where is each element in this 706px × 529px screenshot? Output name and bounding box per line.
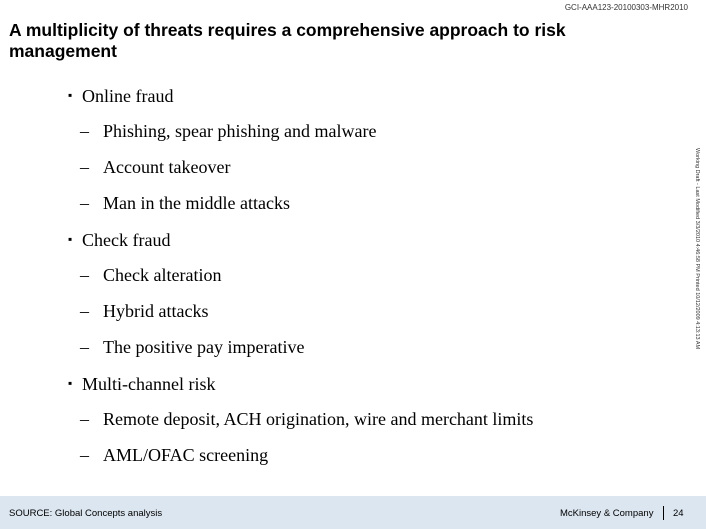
bullet-label: Check fraud bbox=[82, 230, 171, 250]
sub-bullet bbox=[80, 157, 230, 177]
sub-bullet-label: The positive pay imperative bbox=[103, 337, 305, 357]
bullet-marker: ▪ bbox=[68, 376, 73, 390]
sub-bullet bbox=[80, 409, 533, 429]
sub-bullet bbox=[80, 301, 208, 321]
page-title: A multiplicity of threats requires a comprehensive approach to risk management bbox=[9, 20, 566, 61]
sub-bullet-label: AML/OFAC screening bbox=[103, 445, 269, 465]
side-note bbox=[690, 148, 702, 378]
sub-bullet-label: Account takeover bbox=[103, 157, 231, 177]
page-number: 24 bbox=[673, 508, 684, 519]
footer-source: SOURCE: Global Concepts analysis bbox=[9, 508, 163, 519]
bullet-online-fraud bbox=[68, 85, 173, 106]
sub-bullet-label: Man in the middle attacks bbox=[103, 193, 290, 213]
bullet-check-fraud bbox=[68, 229, 170, 250]
bullet-marker: ▪ bbox=[68, 88, 73, 102]
doc-id: GCI-AAA123-20100303-MHR2010 bbox=[564, 3, 688, 12]
dash-marker: – bbox=[80, 157, 89, 177]
bullet-label: Online fraud bbox=[82, 86, 174, 106]
sub-bullet bbox=[80, 121, 376, 141]
dash-marker: – bbox=[80, 337, 89, 357]
dash-marker: – bbox=[80, 193, 89, 213]
bullet-label: Multi-channel risk bbox=[82, 374, 216, 394]
bullet-multi-channel-risk bbox=[68, 373, 215, 394]
sub-bullet bbox=[80, 193, 290, 213]
side-note-text: Working Draft - Last Modified 3/3/2010 4:46:58 PM Printed 10/12/2009 4:13:13 AM bbox=[694, 148, 700, 350]
dash-marker: – bbox=[80, 445, 89, 465]
dash-marker: – bbox=[80, 301, 89, 321]
dash-marker: – bbox=[80, 409, 89, 429]
sub-bullet-label: Remote deposit, ACH origination, wire and merchant limits bbox=[103, 409, 534, 429]
dash-marker: – bbox=[80, 121, 89, 141]
footer-divider bbox=[663, 506, 664, 520]
sub-bullet-label: Check alteration bbox=[103, 265, 222, 285]
sub-bullet-label: Hybrid attacks bbox=[103, 301, 209, 321]
sub-bullet bbox=[80, 445, 268, 465]
bullet-marker: ▪ bbox=[68, 232, 73, 246]
sub-bullet bbox=[80, 337, 304, 357]
dash-marker: – bbox=[80, 265, 89, 285]
footer bbox=[0, 496, 706, 529]
sub-bullet-label: Phishing, spear phishing and malware bbox=[103, 121, 377, 141]
footer-brand: McKinsey & Company bbox=[560, 508, 654, 519]
sub-bullet bbox=[80, 265, 221, 285]
